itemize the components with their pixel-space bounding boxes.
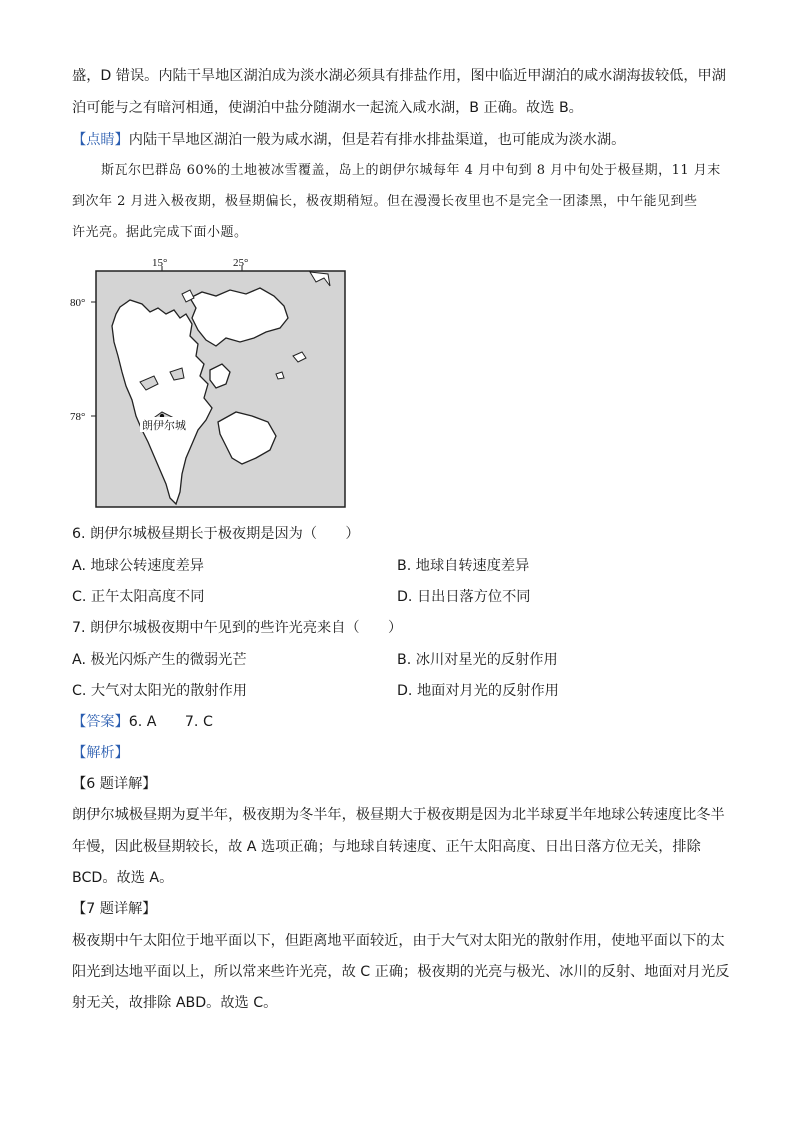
detail-6-line: BCD。故选 A。 — [72, 870, 174, 886]
detail-6-tag: 【6 题详解】 — [72, 776, 157, 792]
text-line: 盛，D 错误。内陆干旱地区湖泊成为淡水湖必须具有排盐作用，图中临近甲湖泊的咸水湖海拔较低，甲湖 — [72, 68, 726, 84]
answer-line — [72, 712, 213, 732]
question-6-option-d[interactable]: D. 日出日落方位不同 — [397, 589, 531, 605]
detail-7-line: 射无关，故排除 ABD。故选 C。 — [72, 995, 278, 1011]
question-6-option-a[interactable]: A. 地球公转速度差异 — [72, 558, 204, 574]
material-line: 许光亮。据此完成下面小题。 — [72, 225, 248, 240]
detail-7-tag: 【7 题详解】 — [72, 901, 157, 917]
question-6-option-c[interactable]: C. 正午太阳高度不同 — [72, 589, 205, 605]
note-tag: 【点睛】 — [72, 132, 129, 148]
question-7-option-b[interactable]: B. 冰川对星光的反射作用 — [397, 652, 558, 668]
lon-label-15: 15° — [152, 257, 168, 269]
lat-label-78: 78° — [70, 411, 86, 423]
note-text: 内陆干旱地区湖泊一般为咸水湖，但是若有排水排盐渠道，也可能成为淡水湖。 — [128, 132, 626, 148]
question-7-option-d[interactable]: D. 地面对月光的反射作用 — [397, 683, 559, 699]
material-line: 到次年 2 月进入极夜期，极昼期偏长，极夜期稍短。但在漫漫长夜里也不是完全一团漆黑，中午能见到些 — [72, 194, 698, 209]
note-line — [72, 130, 625, 150]
text-line: 泊可能与之有暗河相通，使湖泊中盐分随湖水一起流入咸水湖，B 正确。故选 B。 — [72, 100, 583, 116]
question-7-option-a[interactable]: A. 极光闪烁产生的微弱光芒 — [72, 652, 247, 668]
question-7-option-c[interactable]: C. 大气对太阳光的散射作用 — [72, 683, 247, 699]
answer-tag: 【答案】 — [72, 714, 129, 730]
svalbard-map — [70, 252, 360, 512]
detail-7-line: 极夜期中午太阳位于地平面以下，但距离地平面较近，由于大气对太阳光的散射作用，使地平面以下的太 — [72, 933, 725, 949]
detail-6-line: 年慢，因此极昼期较长，故 A 选项正确；与地球自转速度、正午太阳高度、日出日落方位无关，排除 — [72, 839, 701, 855]
question-6-stem: 6. 朗伊尔城极昼期长于极夜期是因为（ ） — [72, 526, 360, 542]
question-6-option-b[interactable]: B. 地球自转速度差异 — [397, 558, 530, 574]
detail-6-line: 朗伊尔城极昼期为夏半年，极夜期为冬半年，极昼期大于极夜期是因为北半球夏半年地球公转速度比冬半 — [72, 807, 725, 823]
analysis-tag: 【解析】 — [72, 745, 129, 761]
material-line: 斯瓦尔巴群岛 60%的土地被冰雪覆盖，岛上的朗伊尔城每年 4 月中旬到 8 月中旬处于极昼期，11 月末 — [101, 163, 721, 178]
lat-label-80: 80° — [70, 297, 86, 309]
question-7-stem: 7. 朗伊尔城极夜期中午见到的些许光亮来自（ ） — [72, 620, 403, 636]
detail-7-line: 阳光到达地平面以上，所以常来些许光亮，故 C 正确；极夜期的光亮与极光、冰川的反射、地面对月光反 — [72, 964, 730, 980]
city-label: 朗伊尔城 — [142, 419, 186, 432]
answer-text: 6. A 7. C — [128, 714, 213, 730]
lon-label-25: 25° — [233, 257, 249, 269]
